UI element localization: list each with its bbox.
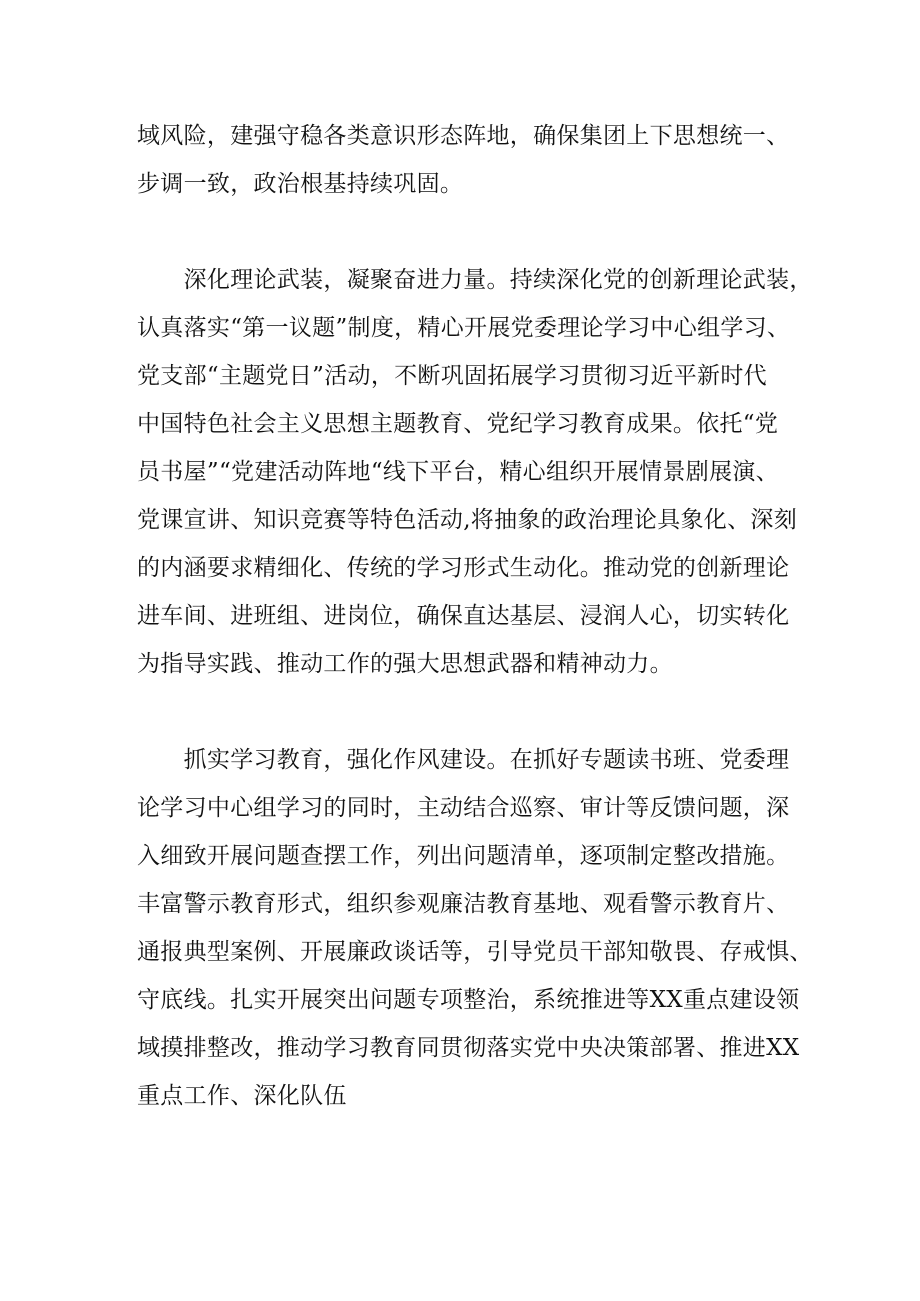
paragraph-2-line-7: 的内涵要求精细化、传统的学习形式生动化。推动党的创新理论 bbox=[137, 555, 790, 581]
paragraph-3-line-5: 通报典型案例、开展廉政谈话等，引导党员干部知敬畏、存戒惧、 bbox=[137, 939, 813, 965]
paragraph-2-line-8: 进车间、进班组、进岗位，确保直达基层、浸润人心，切实转化 bbox=[137, 603, 790, 629]
paragraph-3-line-8: 重点工作、深化队伍 bbox=[137, 1083, 347, 1109]
paragraph-2-line-4: 中国特色社会主义思想主题教育、党纪学习教育成果。依托“党 bbox=[137, 411, 779, 437]
paragraph-2-line-2: 认真落实“第一议题”制度，精心开展党委理论学习中心组学习、 bbox=[137, 315, 791, 341]
paragraph-2-line-3: 党支部“主题党日”活动，不断巩固拓展学习贯彻习近平新时代 bbox=[137, 363, 767, 389]
paragraph-1-line-1: 域风险，建强守稳各类意识形态阵地，确保集团上下思想统一、 bbox=[137, 123, 790, 149]
paragraph-3-line-1: 抓实学习教育，强化作风建设。在抓好专题读书班、党委理 bbox=[137, 747, 790, 773]
paragraph-3-line-7: 域摸排整改，推动学习教育同贯彻落实党中央决策部署、推进XX bbox=[137, 1035, 800, 1061]
paragraph-3-line-4: 丰富警示教育形式，组织参观廉洁教育基地、观看警示教育片、 bbox=[137, 891, 790, 917]
paragraph-2-line-9: 为指导实践、推动工作的强大思想武器和精神动力。 bbox=[137, 651, 673, 677]
paragraph-3-line-2: 论学习中心组学习的同时，主动结合巡察、审计等反馈问题，深 bbox=[137, 795, 790, 821]
paragraph-2-line-5: 员书屋”“党建活动阵地“线下平台，精心组织开展情景剧展演、 bbox=[137, 459, 779, 485]
paragraph-2-line-1: 深化理论武装，凝聚奋进力量。持续深化党的创新理论武装， bbox=[137, 267, 813, 293]
paragraph-3-line-3: 入细致开展问题查摆工作，列出问题清单，逐项制定整改措施。 bbox=[137, 843, 790, 869]
paragraph-2-line-6: 党课宣讲、知识竞赛等特色活动,将抽象的政治理论具象化、深刻 bbox=[137, 507, 798, 533]
paragraph-1-line-2: 步调一致，政治根基持续巩固。 bbox=[137, 171, 464, 197]
paragraph-3-line-6: 守底线。扎实开展突出问题专项整治，系统推进等XX重点建设领 bbox=[137, 987, 800, 1013]
